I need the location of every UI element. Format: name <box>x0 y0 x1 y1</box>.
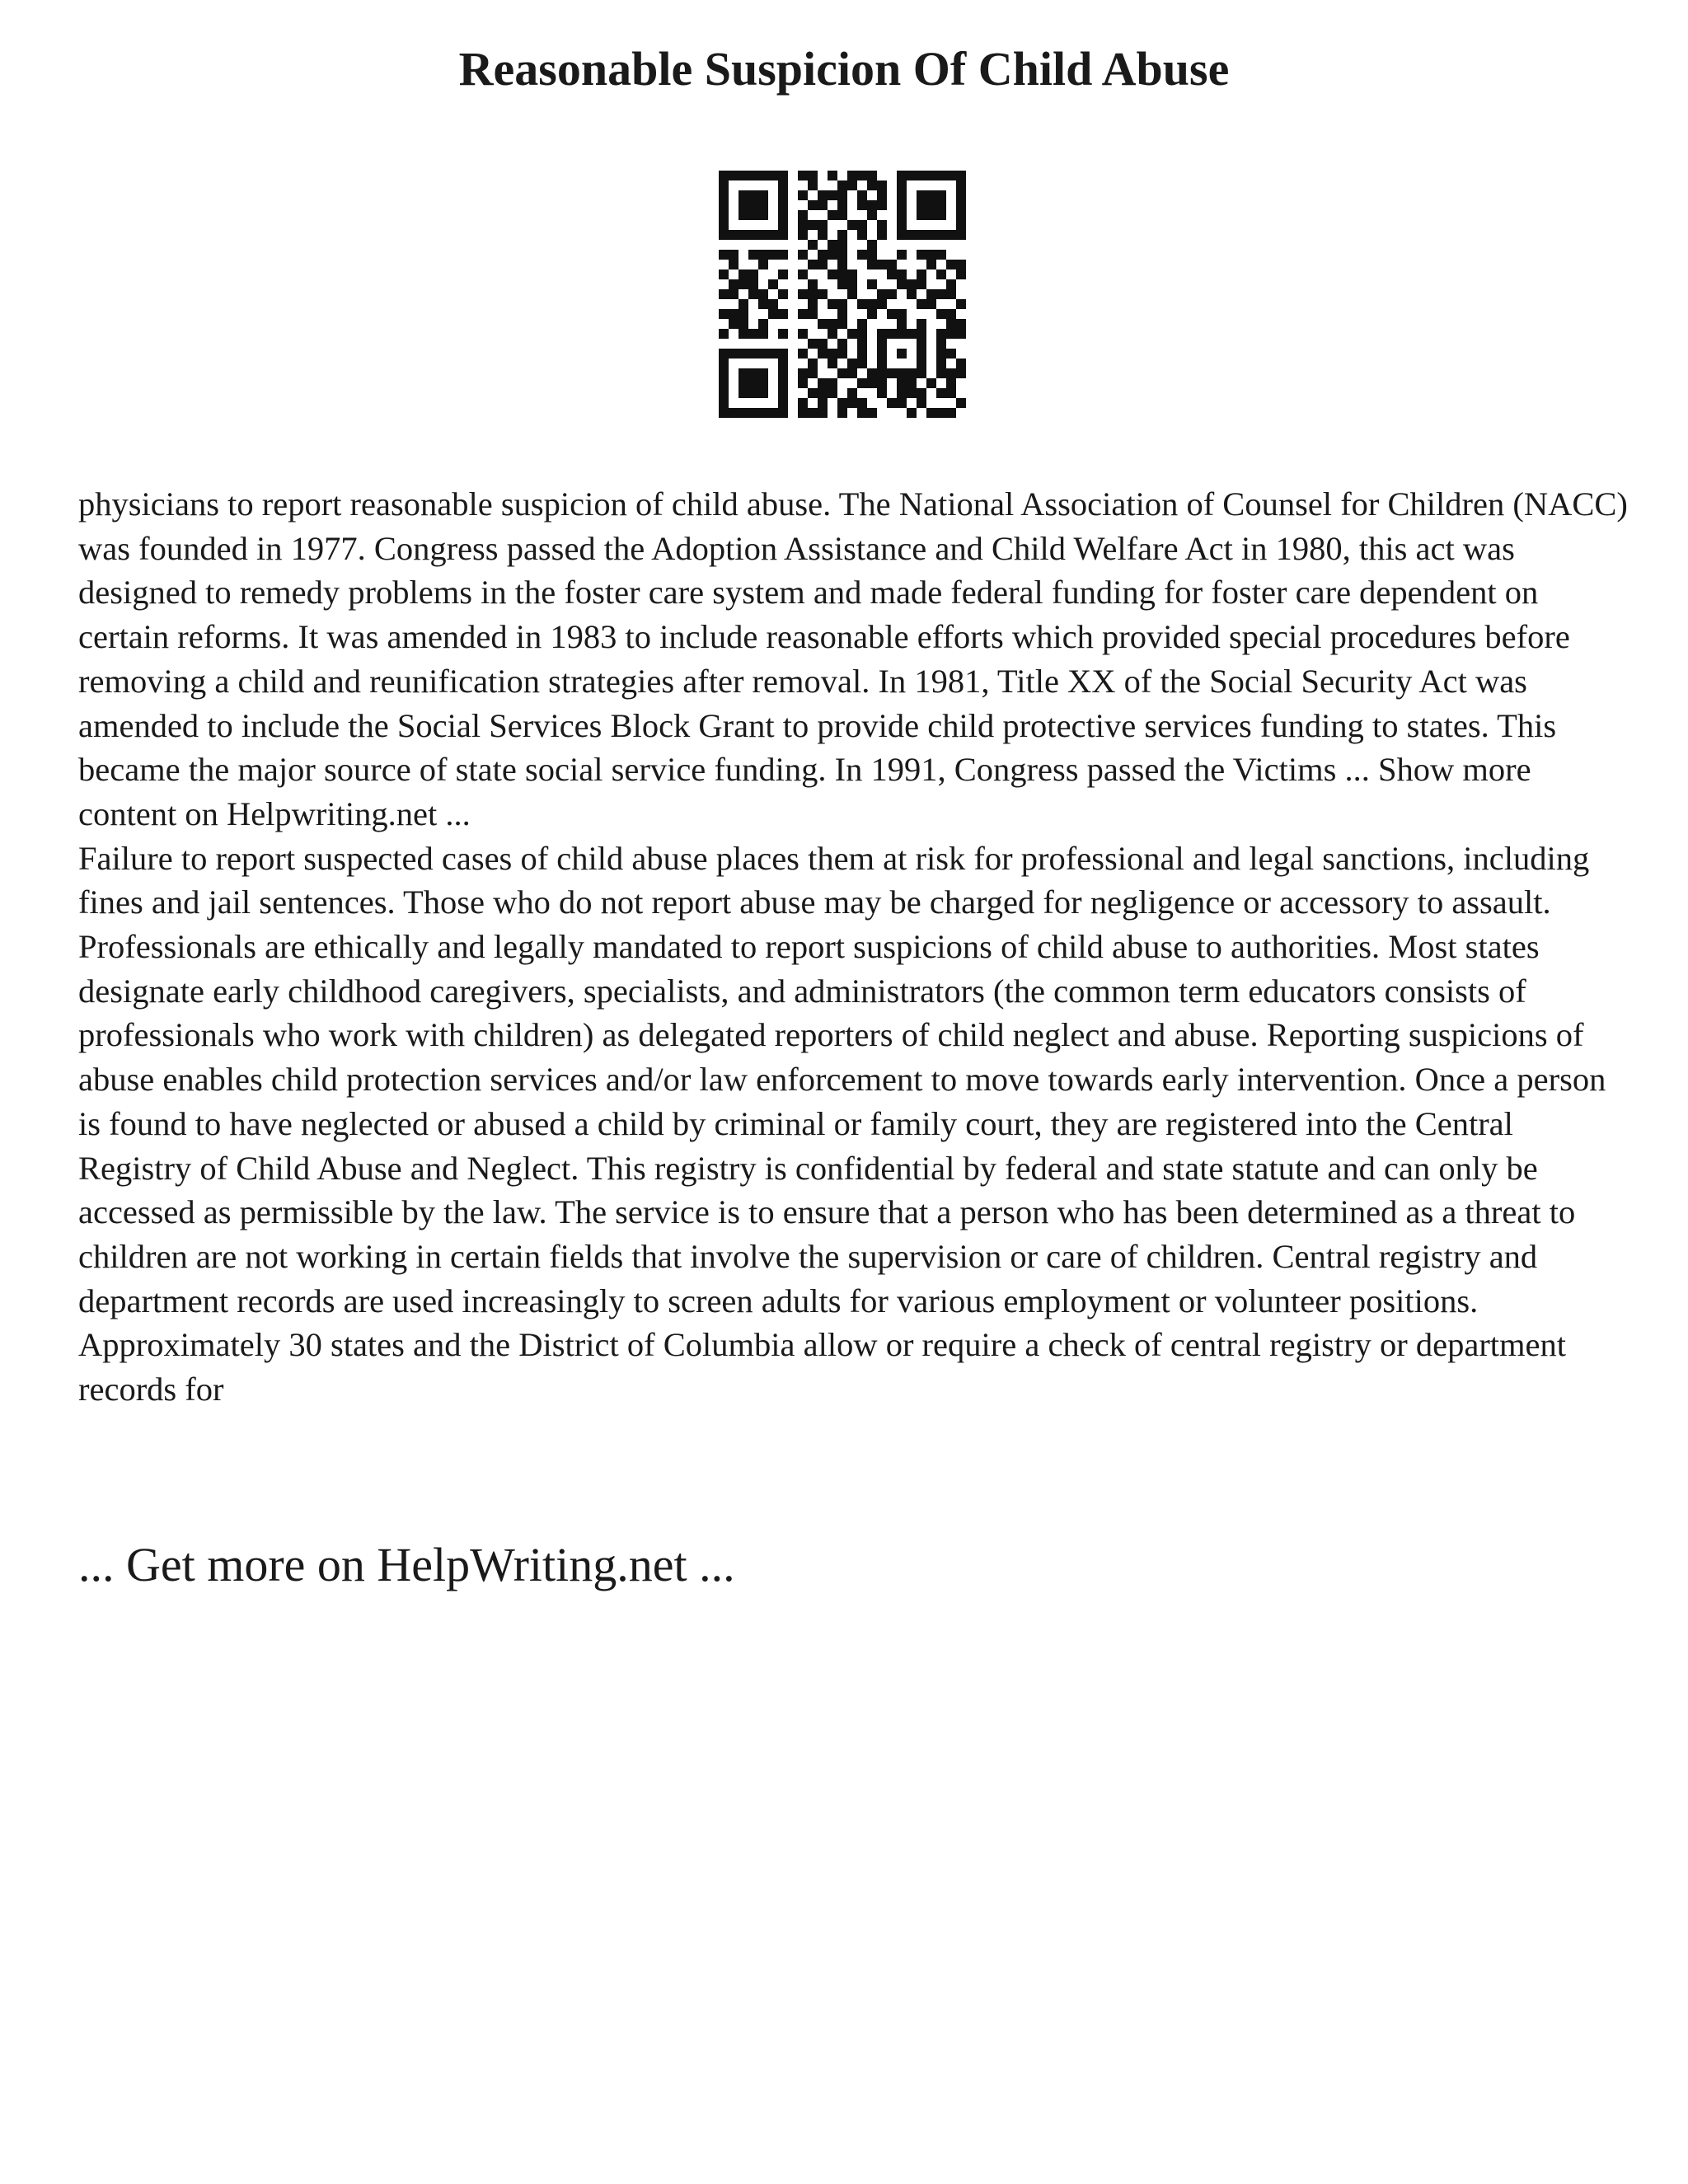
paragraph: Failure to report suspected cases of child abuse places them at risk for professional and legal sanctions, including fines and jail sentences. Those who do not report abuse may be charged for negligence or accessory to assault. Professionals are ethically and legally mandated to report suspicions of child abuse to authorities. Most states designate early childhood caregivers, specialists, and administrators (the common term educators consists of professionals who work with children) as delegated reporters of child neglect and abuse. Reporting suspicions of abuse enables child protection services and/or law enforcement to move towards early intervention. Once a person is found to have neglected or abused a child by criminal or family court, they are registered into the Central Registry of Child Abuse and Neglect. This registry is confidential by federal and state statute and can only be accessed as permissible by the law. The service is to ensure that a person who has been determined as a threat to children are not working in certain fields that involve the supervision or care of children. Central registry and department records are used increasingly to screen adults for various employment or volunteer positions. Approximately 30 states and the District of Columbia allow or require a check of central registry or department records for <box>78 839 1606 1408</box>
article-body <box>78 482 1628 1412</box>
paragraph: physicians to report reasonable suspicion of child abuse. The National Association of Counsel for Children (NACC) was founded in 1977. Congress passed the Adoption Assistance and Child Welfare Act in 1980, this act was designed to remedy problems in the foster care system and made federal funding for foster care dependent on certain reforms. It was amended in 1983 to include reasonable efforts which provided special procedures before removing a child and reunification strategies after removal. In 1981, Title XX of the Social Security Act was amended to include the Social Services Block Grant to provide child protective services funding to states. This became the major source of state social service funding. In 1991, Congress passed the Victims ... Show more content on Helpwriting.net ... <box>78 485 1628 832</box>
qr-code-icon <box>719 171 966 418</box>
get-more-link[interactable]: ... Get more on HelpWriting.net ... <box>78 1538 735 1591</box>
page-title: Reasonable Suspicion Of Child Abuse <box>458 42 1230 96</box>
